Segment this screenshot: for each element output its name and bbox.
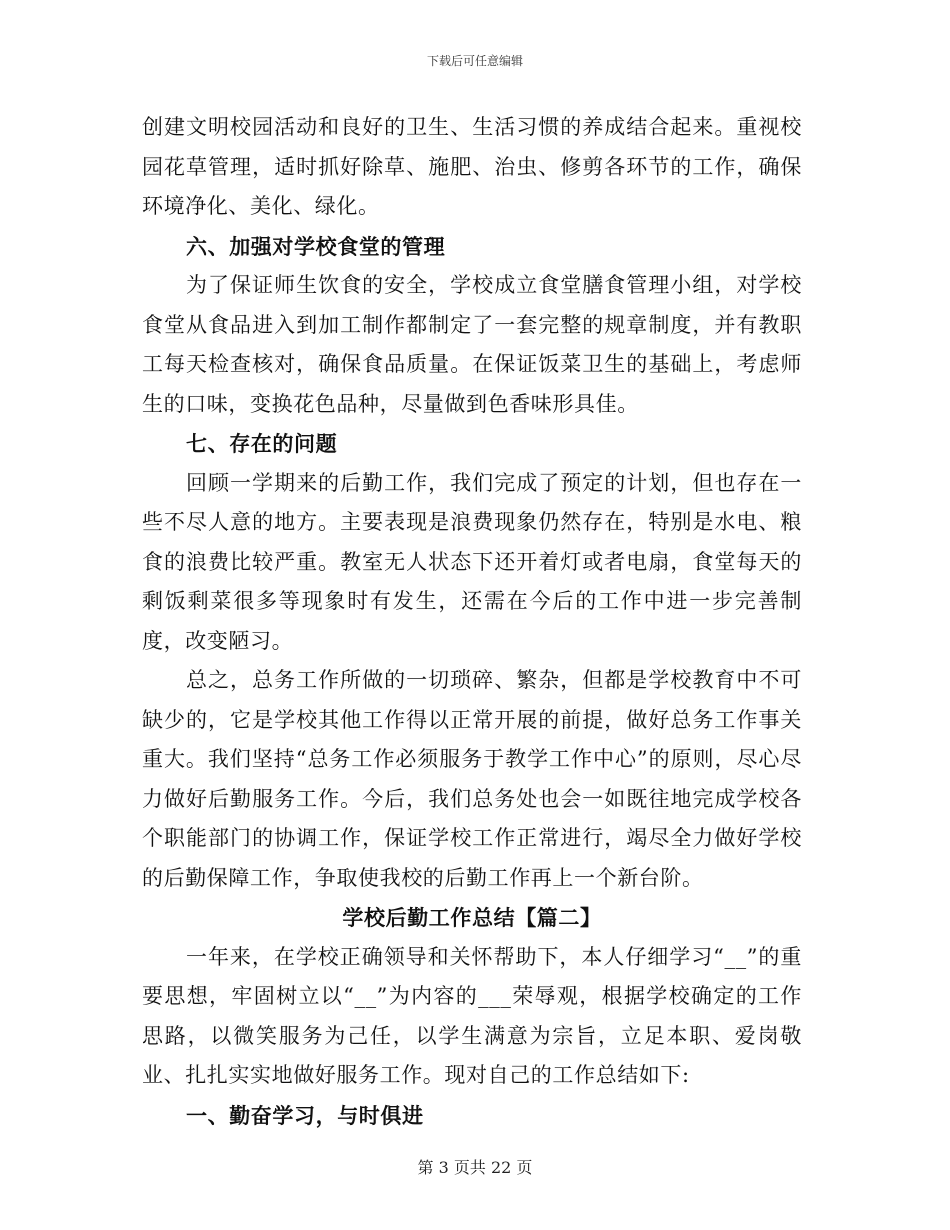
paragraph-campus-environment: 创建文明校园活动和良好的卫生、生活习惯的养成结合起来。重视校园花草管理，适时抓好除草、施肥、治虫、修剪各环节的工作，确保环境净化、美化、绿化。 [142,115,802,218]
paragraph-canteen: 为了保证师生饮食的安全，学校成立食堂膳食管理小组，对学校食堂从食品进入到加工制作都制定了一套完整的规章制度，并有教职工每天检查核对，确保食品质量。在保证饭菜卫生的基础上，考虑师生的口味，变换花色品种，尽量做到色香味形具佳。 [142,273,802,416]
heading-diligent-study: 一、勤奋学习，与时俱进 [186,1102,424,1128]
paragraph-intro-part-two: 一年来，在学校正确领导和关怀帮助下，本人仔细学习“__”的重要思想，牢固树立以“__”为内容的___荣辱观，根据学校确定的工作思路，以微笑服务为己任，以学生满意为宗旨，立足本职、爱岗敬业、扎扎实实地做好服务工作。现对自己的工作总结如下: [142,944,802,1087]
page-footer: 第 3 页共 22 页 [417,1158,533,1177]
page-header: 下载后可任意编辑 [426,54,523,68]
paragraph-problems: 回顾一学期来的后勤工作，我们完成了预定的计划，但也存在一些不尽人意的地方。主要表现是浪费现象仍然存在，特别是水电、粮食的浪费比较严重。教室无人状态下还开着灯或者电扇，食堂每天的剩饭剩菜很多等现象时有发生，还需在今后的工作中进一步完善制度，改变陋习。 [142,470,802,653]
document-body [142,108,802,1135]
section-title-part-two: 学校后勤工作总结【篇二】 [342,905,602,930]
paragraph-conclusion: 总之，总务工作所做的一切琐碎、繁杂，但都是学校教育中不可缺少的，它是学校其他工作得以正常开展的前提，做好总务工作事关重大。我们坚持“总务工作必须服务于教学工作中心”的原则，尽心尽力做好后勤服务工作。今后，我们总务处也会一如既往地完成学校各个职能部门的协调工作，保证学校工作正常进行，竭尽全力做好学校的后勤保障工作，争取使我校的后勤工作再上一个新台阶。 [142,668,802,890]
heading-canteen-management: 六、加强对学校食堂的管理 [186,233,446,259]
heading-existing-problems: 七、存在的问题 [186,431,338,456]
